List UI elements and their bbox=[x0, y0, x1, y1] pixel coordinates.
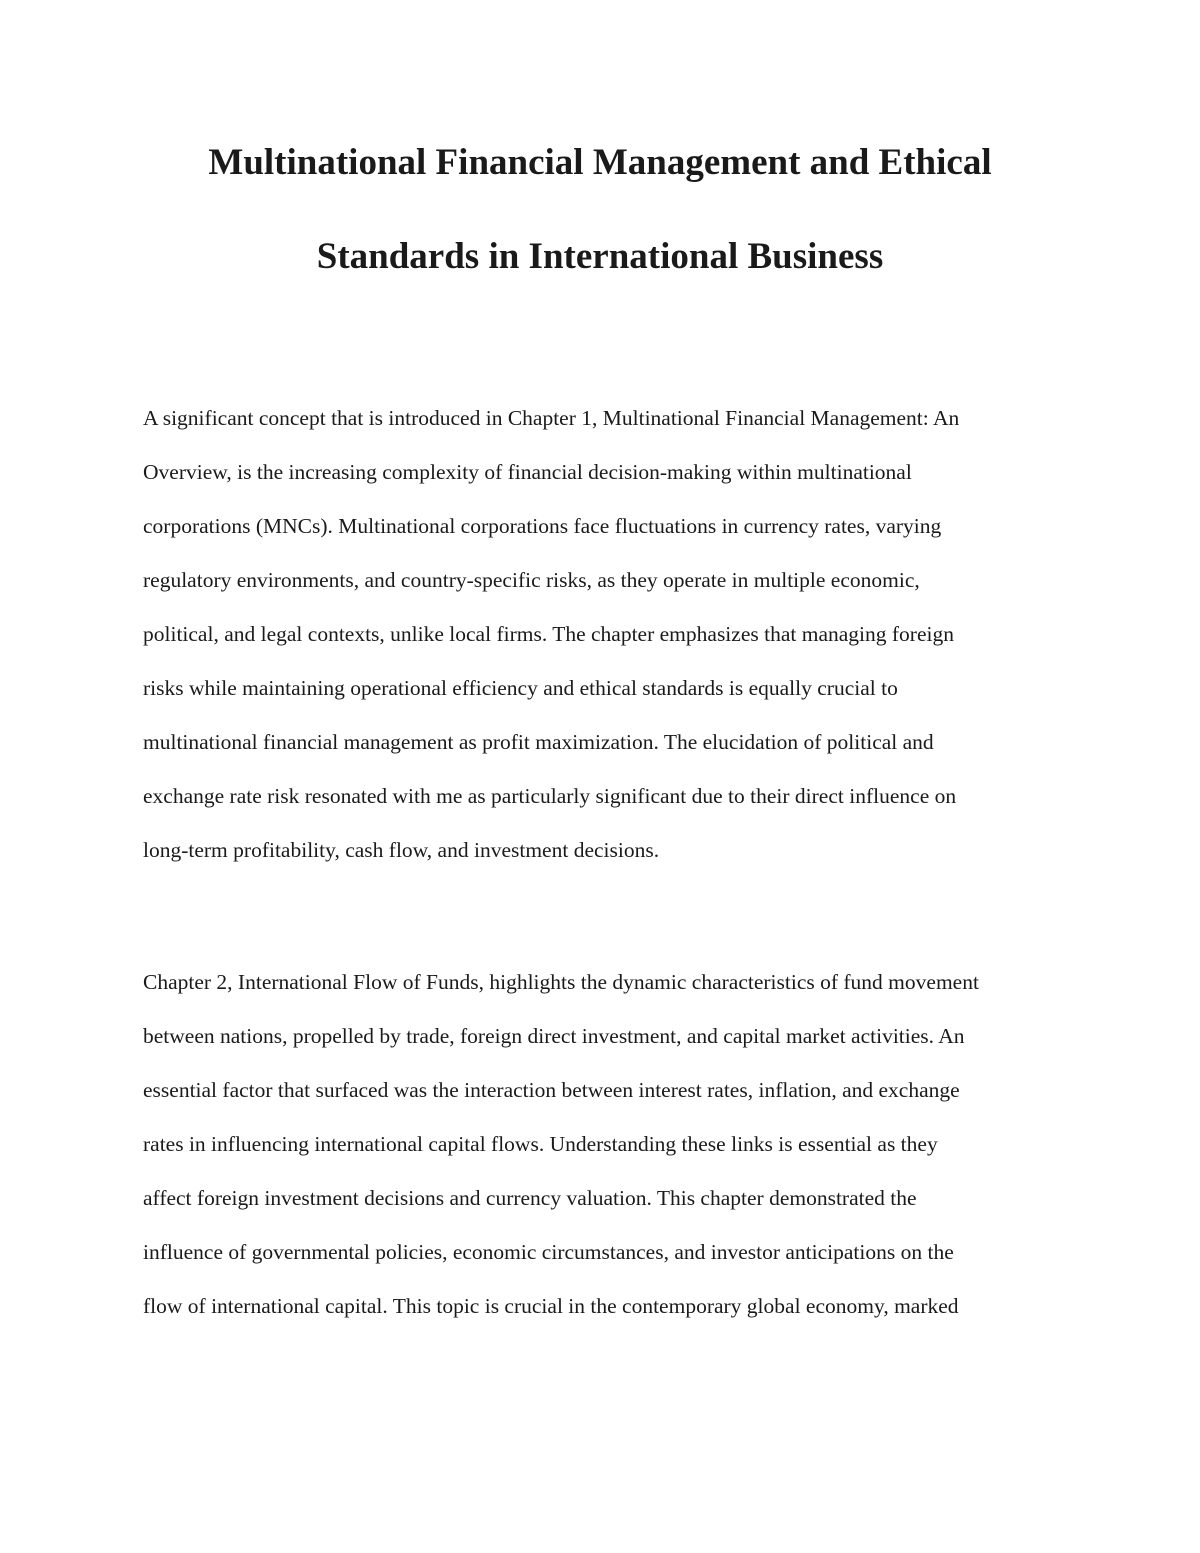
paragraph-line: Chapter 2, International Flow of Funds, highlights the dynamic characteristics of fund movement bbox=[143, 970, 979, 994]
paragraph-line: political, and legal contexts, unlike local firms. The chapter emphasizes that managing foreign bbox=[143, 622, 954, 646]
paragraph-line: essential factor that surfaced was the interaction between interest rates, inflation, and exchange bbox=[143, 1078, 960, 1102]
body-paragraph-chapter-2 bbox=[143, 955, 1073, 1333]
title-line: Standards in International Business bbox=[316, 236, 884, 277]
paragraph-line: between nations, propelled by trade, foreign direct investment, and capital market activities. An bbox=[143, 1024, 965, 1048]
paragraph-line: flow of international capital. This topic is crucial in the contemporary global economy, marked bbox=[143, 1294, 959, 1318]
paragraph-line: long-term profitability, cash flow, and investment decisions. bbox=[143, 838, 660, 862]
paragraph-line: influence of governmental policies, economic circumstances, and investor anticipations on the bbox=[143, 1240, 954, 1264]
title-line: Multinational Financial Management and Ethical bbox=[208, 142, 992, 183]
paragraph-line: multinational financial management as profit maximization. The elucidation of political and bbox=[143, 730, 934, 754]
paragraph-line: affect foreign investment decisions and currency valuation. This chapter demonstrated the bbox=[143, 1186, 917, 1210]
paragraph-line: risks while maintaining operational efficiency and ethical standards is equally crucial to bbox=[143, 676, 898, 700]
paragraph-line: A significant concept that is introduced in Chapter 1, Multinational Financial Management: An bbox=[143, 406, 960, 430]
paragraph-line: regulatory environments, and country-specific risks, as they operate in multiple economic, bbox=[143, 568, 920, 592]
document-title bbox=[100, 136, 1100, 284]
paragraph-line: exchange rate risk resonated with me as particularly significant due to their direct influence on bbox=[143, 784, 957, 808]
paragraph-line: Overview, is the increasing complexity of financial decision-making within multinational bbox=[143, 460, 912, 484]
paragraph-line: rates in influencing international capital flows. Understanding these links is essential as they bbox=[143, 1132, 938, 1156]
body-paragraph-chapter-1 bbox=[143, 391, 1073, 877]
paragraph-line: corporations (MNCs). Multinational corporations face fluctuations in currency rates, varying bbox=[143, 514, 942, 538]
